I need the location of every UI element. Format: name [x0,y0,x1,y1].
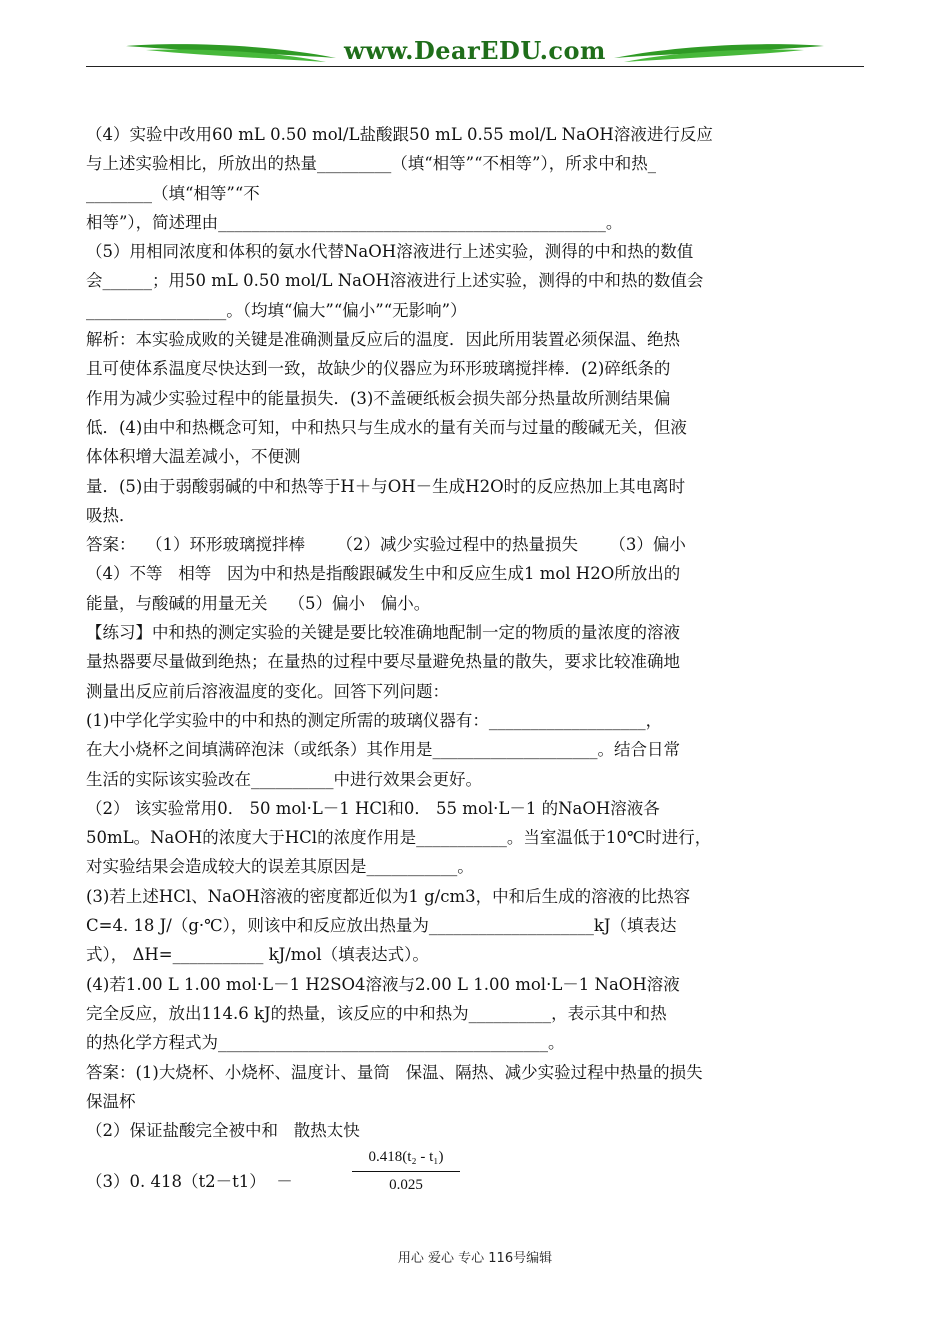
text-line: 生活的实际该实验改在__________中进行效果会更好。 [86,769,482,789]
text-line: 完全反应，放出114.6 kJ的热量，该反应的中和热为__________，表示其中和热 [86,1003,667,1023]
text-line: 且可使体系温度尽快达到一致，故缺少的仪器应为环形玻璃搅拌棒．(2)碎纸条的 [86,359,671,379]
text-lines [86,120,864,1145]
text-line: 答案：(1)大烧杯、小烧杯、温度计、量筒 保温、隔热、减少实验过程中热量的损失 [86,1062,703,1082]
text-line: 式）， ΔH=___________ kJ/mol（填表达式）。 [86,945,429,965]
text-line: 相等”），简述理由_______________________________________________。 [86,212,623,232]
text-line: （5）用相同浓度和体积的氨水代替NaOH溶液进行上述实验，测得的中和热的数值 [86,242,694,262]
fraction-bar [352,1171,460,1172]
text-line: 保温杯 [86,1091,136,1111]
text-line: （2） 该实验常用0． 50 mol·L－1 HCl和0． 55 mol·L－1 的NaOH溶液各 [86,798,660,818]
text-line: 体体积增大温差减小，不便测 [86,447,301,467]
formula-lead: （3）0. 418（t2－t1） － [86,1172,293,1192]
text-line: 在大小烧杯之间填满碎泡沫（或纸条）其作用是____________________。结合日常 [86,740,680,760]
text-line: 测量出反应前后溶液温度的变化。回答下列问题： [86,681,449,701]
page-footer: 用心 爱心 专心 116号编辑 [397,1251,553,1266]
text-line: 量．(5)由于弱酸弱碱的中和热等于H＋与OH－生成H2O时的反应热加上其电离时 [86,476,686,496]
text-line: _________________。（均填“偏大”“偏小”“无影响”） [86,300,467,320]
text-line: 50mL。NaOH的浓度大于HCl的浓度作用是___________。当室温低于10℃时进行， [86,828,712,848]
text-line: ________（填“相等”“不 [86,183,260,203]
text-line: 解析：本实验成败的关键是准确测量反应后的温度．因此所用装置必须保温、绝热 [86,330,680,350]
fraction-denominator: 0.025 [389,1177,423,1194]
fraction-numerator: 0.418(t₂ - t₁) [368,1149,444,1166]
text-line: 量热器要尽量做到绝热；在量热的过程中要尽量避免热量的散失，要求比较准确地 [86,652,680,672]
text-line: (3)若上述HCl、NaOH溶液的密度都近似为1 g/cm3，中和后生成的溶液的比热容 [86,886,691,906]
text-line: 会______；用50 mL 0.50 mol/L NaOH溶液进行上述实验，测得的中和热的数值会 [86,271,704,291]
text-line: (1)中学化学实验中的中和热的测定所需的玻璃仪器有：___________________， [86,710,663,730]
fraction [348,1145,464,1196]
text-line: 能量，与酸碱的用量无关 （5）偏小 偏小。 [86,593,431,613]
text-line: 的热化学方程式为________________________________________。 [86,1033,565,1053]
text-line: （4）不等 相等 因为中和热是指酸跟碱发生中和反应生成1 mol H2O所放出的 [86,564,681,584]
text-line: 答案： （1）环形玻璃搅拌棒 （2）减少实验过程中的热量损失 （3）偏小 [86,535,686,555]
text-line: 【练习】中和热的测定实验的关键是要比较准确地配制一定的物质的量浓度的溶液 [86,623,680,643]
text-line: （2）保证盐酸完全被中和 散热太快 [86,1121,360,1141]
document-body [86,120,864,1201]
text-line: 低．(4)由中和热概念可知，中和热只与生成水的量有关而与过量的酸碱无关，但液 [86,417,687,437]
site-logo-text[interactable]: www.DearEDU.com [344,36,606,65]
text-line: 与上述实验相比，所放出的热量_________（填“相等”“不相等”），所求中和热_ [86,154,656,174]
text-line: 对实验结果会造成较大的误差其原因是___________。 [86,857,474,877]
text-line: （4）实验中改用60 mL 0.50 mol/L盐酸跟50 mL 0.55 mol/L NaOH溶液进行反应 [86,125,713,144]
header-rule [86,66,864,67]
text-line: 吸热． [86,505,136,525]
text-line: (4)若1.00 L 1.00 mol·L－1 H2SO4溶液与2.00 L 1.00 mol·L－1 NaOH溶液 [86,974,680,994]
text-line: C=4. 18 J/（g·℃），则该中和反应放出热量为____________________kJ（填表达 [86,916,677,936]
formula-line [86,1145,864,1201]
text-line: 作用为减少实验过程中的能量损失．(3)不盖硬纸板会损失部分热量故所测结果偏 [86,388,671,408]
